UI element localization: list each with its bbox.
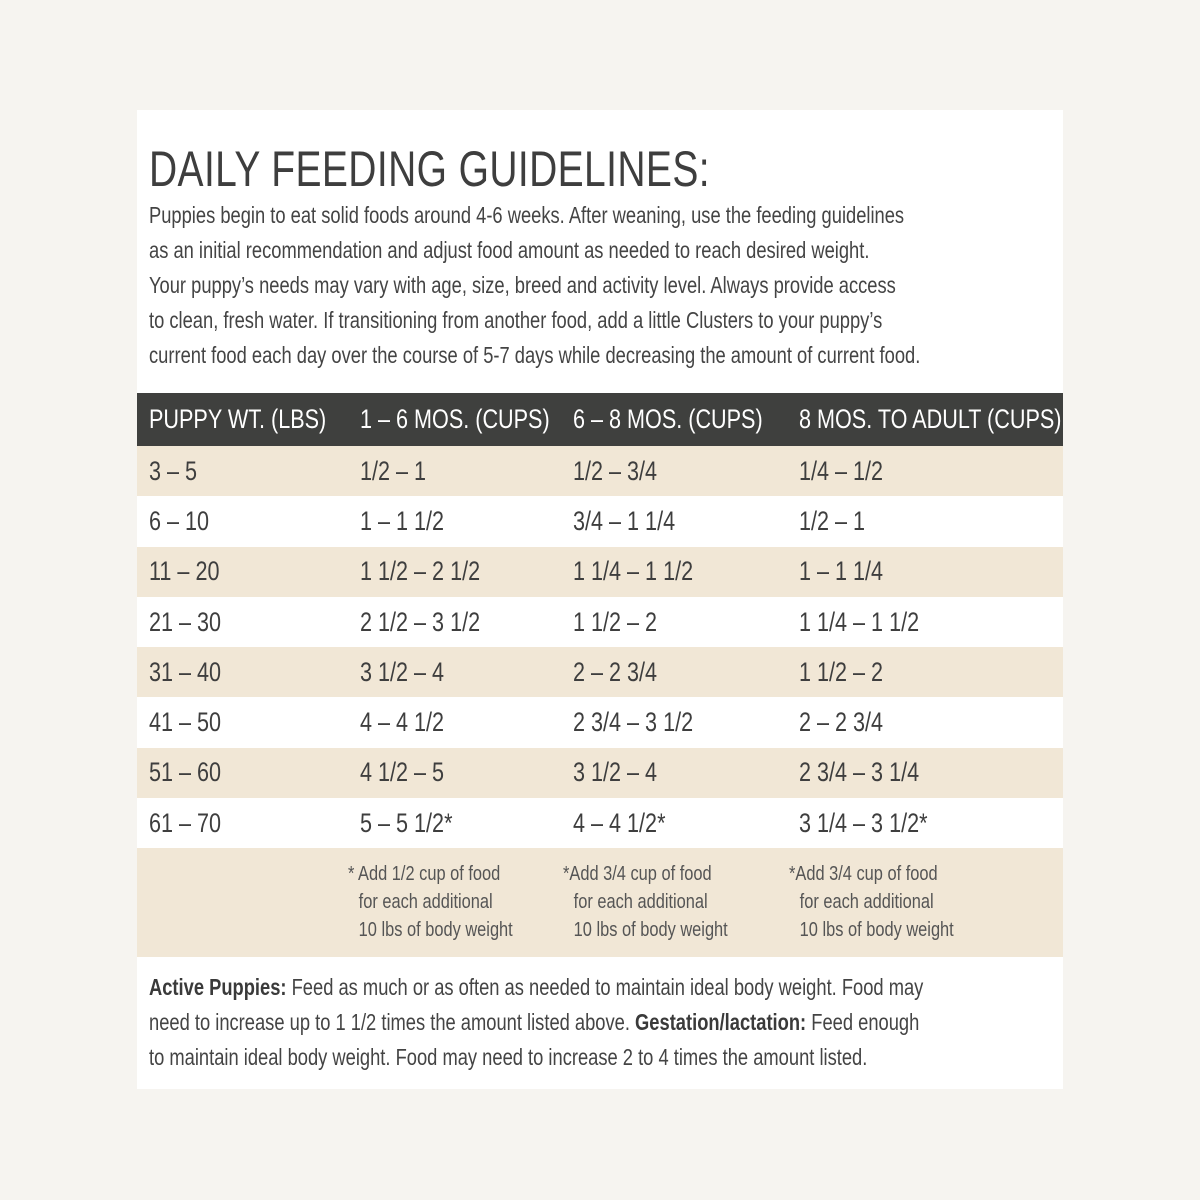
table-cell: 21 – 30 [149,606,222,637]
table-cell: 2 1/2 – 3 1/2 [360,606,481,637]
intro-line: as an initial recommendation and adjust food amount as needed to reach desired weight. [149,237,870,263]
footnote-line: * Add 1/2 cup of food [348,863,501,886]
table-cell: 5 – 5 1/2* [360,807,453,838]
table-cell: 1/2 – 1 [360,455,427,486]
footer-text: Feed enough [806,1009,920,1035]
footnote-6-8-mos [563,860,728,944]
table-cell: 1 1/4 – 1 1/2 [799,606,920,637]
table-row [137,446,1063,496]
table-cell: 4 – 4 1/2* [573,807,666,838]
footnote-1-6-mos [348,860,513,944]
table-cell: 1 1/2 – 2 1/2 [360,556,481,587]
intro-line: current food each day over the course of 5-7 days while decreasing the amount of current food. [149,342,921,368]
gestation-label: Gestation/lactation: [635,1009,807,1035]
intro-line: Your puppy’s needs may vary with age, size, breed and activity level. Always provide access [149,272,896,298]
active-puppies-label: Active Puppies: [149,974,287,1000]
table-cell: 3 – 5 [149,455,198,486]
table-cell: 31 – 40 [149,656,222,687]
table-cell: 3 1/2 – 4 [360,656,445,687]
table-cell: 2 – 2 3/4 [799,707,884,738]
table-cell: 11 – 20 [149,556,220,587]
header-cell-6-8-mos: 6 – 8 MOS. (CUPS) [573,404,763,434]
header-cell-8-mos-adult: 8 MOS. TO ADULT (CUPS) [799,404,1062,434]
table-cell: 3 1/2 – 4 [573,757,658,788]
header-cell-weight: PUPPY WT. (LBS) [149,404,327,434]
table-cell: 1/4 – 1/2 [799,455,884,486]
table-cell: 3 1/4 – 3 1/2* [799,807,928,838]
footer-line [149,1005,1038,1040]
table-row [137,748,1063,798]
table-cell: 4 1/2 – 5 [360,757,445,788]
table-cell: 51 – 60 [149,757,222,788]
intro-line: Puppies begin to eat solid foods around 4-6 weeks. After weaning, use the feeding guidelines [149,202,905,228]
table-cell: 2 3/4 – 3 1/2 [573,707,694,738]
footnote-line: 10 lbs of body weight [573,919,728,942]
feeding-table [137,393,1063,957]
footnote-line: for each additional [573,891,708,914]
table-cell: 4 – 4 1/2 [360,707,445,738]
footnote-line: 10 lbs of body weight [358,919,513,942]
footer-line [149,970,1038,1005]
table-cell: 1 1/2 – 2 [573,606,658,637]
table-cell: 1/2 – 1 [799,505,866,536]
footer-line: to maintain ideal body weight. Food may need to increase 2 to 4 times the amount listed. [149,1044,868,1070]
table-row [137,547,1063,597]
footnote-line: for each additional [358,891,493,914]
table-cell: 2 – 2 3/4 [573,656,658,687]
table-cell: 1 – 1 1/4 [799,556,884,587]
table-row [137,697,1063,747]
footnote-line: *Add 3/4 cup of food [563,863,712,886]
footnote-8-mos-adult [789,860,954,944]
table-cell: 1 – 1 1/2 [360,505,445,536]
table-row [137,496,1063,546]
intro-line: to clean, fresh water. If transitioning from another food, add a little Clusters to your puppy’s [149,307,883,333]
table-header-row [137,393,1063,446]
table-row [137,798,1063,848]
footer-paragraph [149,970,1038,1075]
table-cell: 3/4 – 1 1/4 [573,505,676,536]
page-title: DAILY FEEDING GUIDELINES: [149,141,710,197]
footnote-line: 10 lbs of body weight [799,919,954,942]
table-row [137,597,1063,647]
table-footnotes-row [137,848,1063,957]
table-cell: 61 – 70 [149,807,222,838]
table-cell: 41 – 50 [149,707,222,738]
table-cell: 1 1/2 – 2 [799,656,884,687]
table-cell: 6 – 10 [149,505,210,536]
footer-text: Feed as much or as often as needed to maintain ideal body weight. Food may [286,974,924,1000]
feeding-guidelines-card [137,110,1063,1089]
table-row [137,647,1063,697]
footnote-line: for each additional [799,891,934,914]
table-cell: 1/2 – 3/4 [573,455,658,486]
intro-paragraph [149,198,1038,373]
footer-text: need to increase up to 1 1/2 times the amount listed above. [149,1009,636,1035]
table-cell: 1 1/4 – 1 1/2 [573,556,694,587]
footnote-line: *Add 3/4 cup of food [789,863,938,886]
header-cell-1-6-mos: 1 – 6 MOS. (CUPS) [360,404,550,434]
table-cell: 2 3/4 – 3 1/4 [799,757,920,788]
